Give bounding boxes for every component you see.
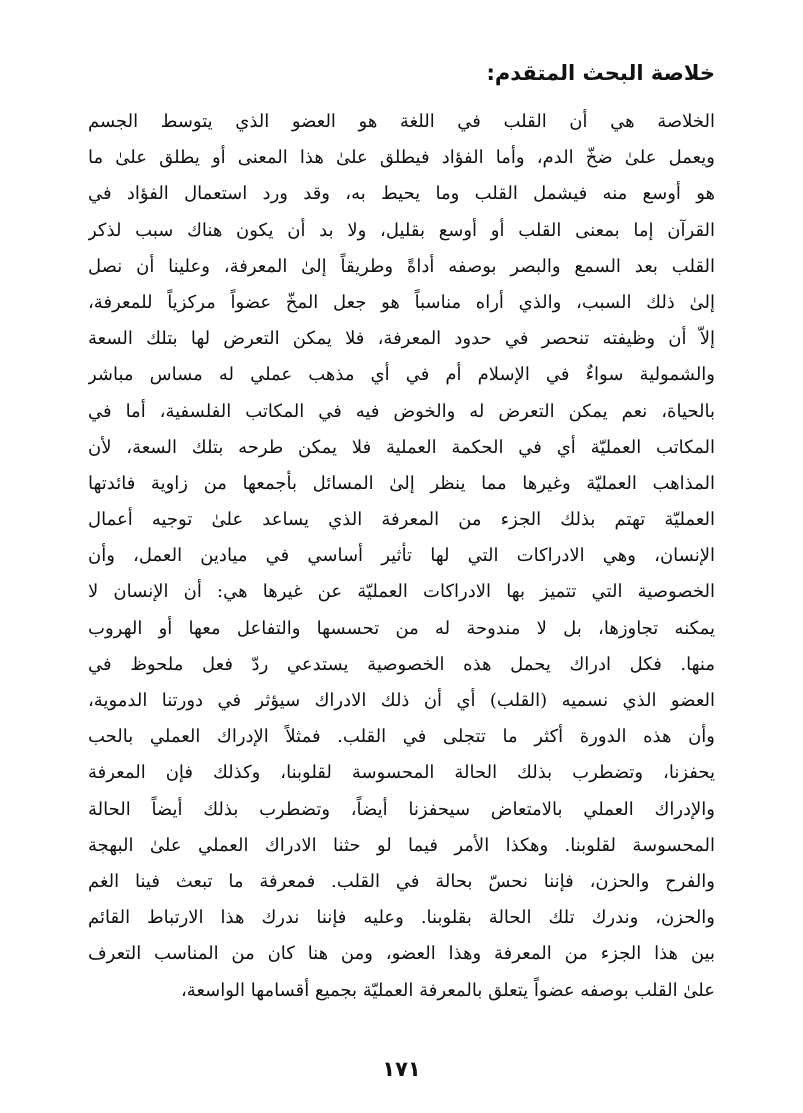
paragraph-line: يحفزنا، وتضطرب بذلك الحالة المحسوسة لقلوبنا، وكذلك فإن المعرفة: [88, 762, 715, 784]
paragraph-line: والفرح والحزن، فإننا نحسّ بحالة في القلب. فمعرفة ما تبعث فينا الغم: [88, 870, 715, 892]
paragraph-line: يمكنه تجاوزها، بل لا مندوحة له من تحسسها والتفاعل معها أو الهروب: [88, 617, 715, 639]
paragraph-line: المكاتب العمليّة أي في الحكمة العملية فلا يمكن طرحه بتلك السعة، لأن: [88, 436, 715, 458]
paragraph-line: هو أوسع منه فيشمل القلب وما يحيط به، وقد ورد استعمال الفؤاد في: [88, 183, 715, 205]
paragraph-line: المذاهب العمليّة وغيرها مما ينظر إلىٰ المسائل بأجمعها من زاوية فائدتها: [88, 472, 715, 494]
paragraph-line: الخصوصية التي تتميز بها الادراكات العمليّة عن غيرها هي: أن الإنسان لا: [88, 581, 715, 603]
paragraph-line: ويعمل علىٰ ضخّ الدم، وأما الفؤاد فيطلق علىٰ هذا المعنى أو يطلق علىٰ ما: [88, 147, 715, 169]
section-heading: خلاصة البحث المتقدم:: [486, 61, 715, 85]
paragraph-line: منها. فكل ادراك يحمل هذه الخصوصية يستدعي ردّ فعل ملحوظ في: [88, 653, 715, 675]
paragraph-line: بين هذا الجزء من المعرفة وهذا العضو، ومن هنا كان من المناسب التعرف: [88, 943, 715, 965]
paragraph-line: الإنسان، وهي الادراكات التي لها تأثير أساسي في ميادين العمل، وأن: [88, 545, 715, 567]
paragraph-line: والشمولية سواءٌ في الإسلام أم في أي مذهب عملي له مساس مباشر: [88, 364, 715, 386]
paragraph-line: الخلاصة هي أن القلب في اللغة هو العضو الذي يتوسط الجسم: [88, 111, 715, 132]
paragraph-line: القلب بعد السمع والبصر بوصفه أداةً وطريقاً إلىٰ المعرفة، وعلينا أن نصل: [88, 255, 715, 277]
paragraph-line: والإدراك العملي بالامتعاض سيحفزنا أيضاً، وتضطرب بذلك أيضاً الحالة: [88, 798, 715, 820]
paragraph-line: إلاّ أن وظيفته تنحصر في حدود المعرفة، فلا يمكن التعرض لها بتلك السعة: [88, 328, 715, 350]
paragraph-line: بالحياة، نعم يمكن التعرض له والخوض فيه في المكاتب الفلسفية، أما في: [88, 400, 715, 422]
paragraph-line: وأن هذه الدورة أكثر ما تتجلى في القلب. فمثلاً الإدراك العملي بالحب: [88, 726, 715, 748]
paragraph-line: العضو الذي نسميه (القلب) أي أن ذلك الادراك سيؤثر في دورتنا الدموية،: [88, 690, 715, 711]
paragraph-line: إلىٰ ذلك السبب، والذي أراه مناسباً هو جعل المخّ عضواً مركزياً للمعرفة،: [88, 291, 715, 313]
paragraph-line: القرآن إما بمعنى القلب أو أوسع بقليل، ولا بد أن يكون هناك سبب لذكر: [88, 219, 715, 241]
paragraph-line: العمليّة تهتم بذلك الجزء من المعرفة الذي يساعد علىٰ توجيه أعمال: [88, 509, 715, 531]
paragraph-line: المحسوسة لقلوبنا. وهكذا الأمر فيما لو حثنا الادراك العملي علىٰ البهجة: [88, 834, 715, 856]
page-number: ١٧١: [382, 1057, 421, 1081]
paragraph-line: والحزن، وندرك تلك الحالة بقلوبنا. وعليه فإننا ندرك هذا الارتباط القائم: [88, 907, 715, 929]
body-paragraph: [88, 104, 715, 1009]
paragraph-line: علىٰ القلب بوصفه عضواً يتعلق بالمعرفة العمليّة بجميع أقسامها الواسعة،: [180, 979, 715, 1001]
